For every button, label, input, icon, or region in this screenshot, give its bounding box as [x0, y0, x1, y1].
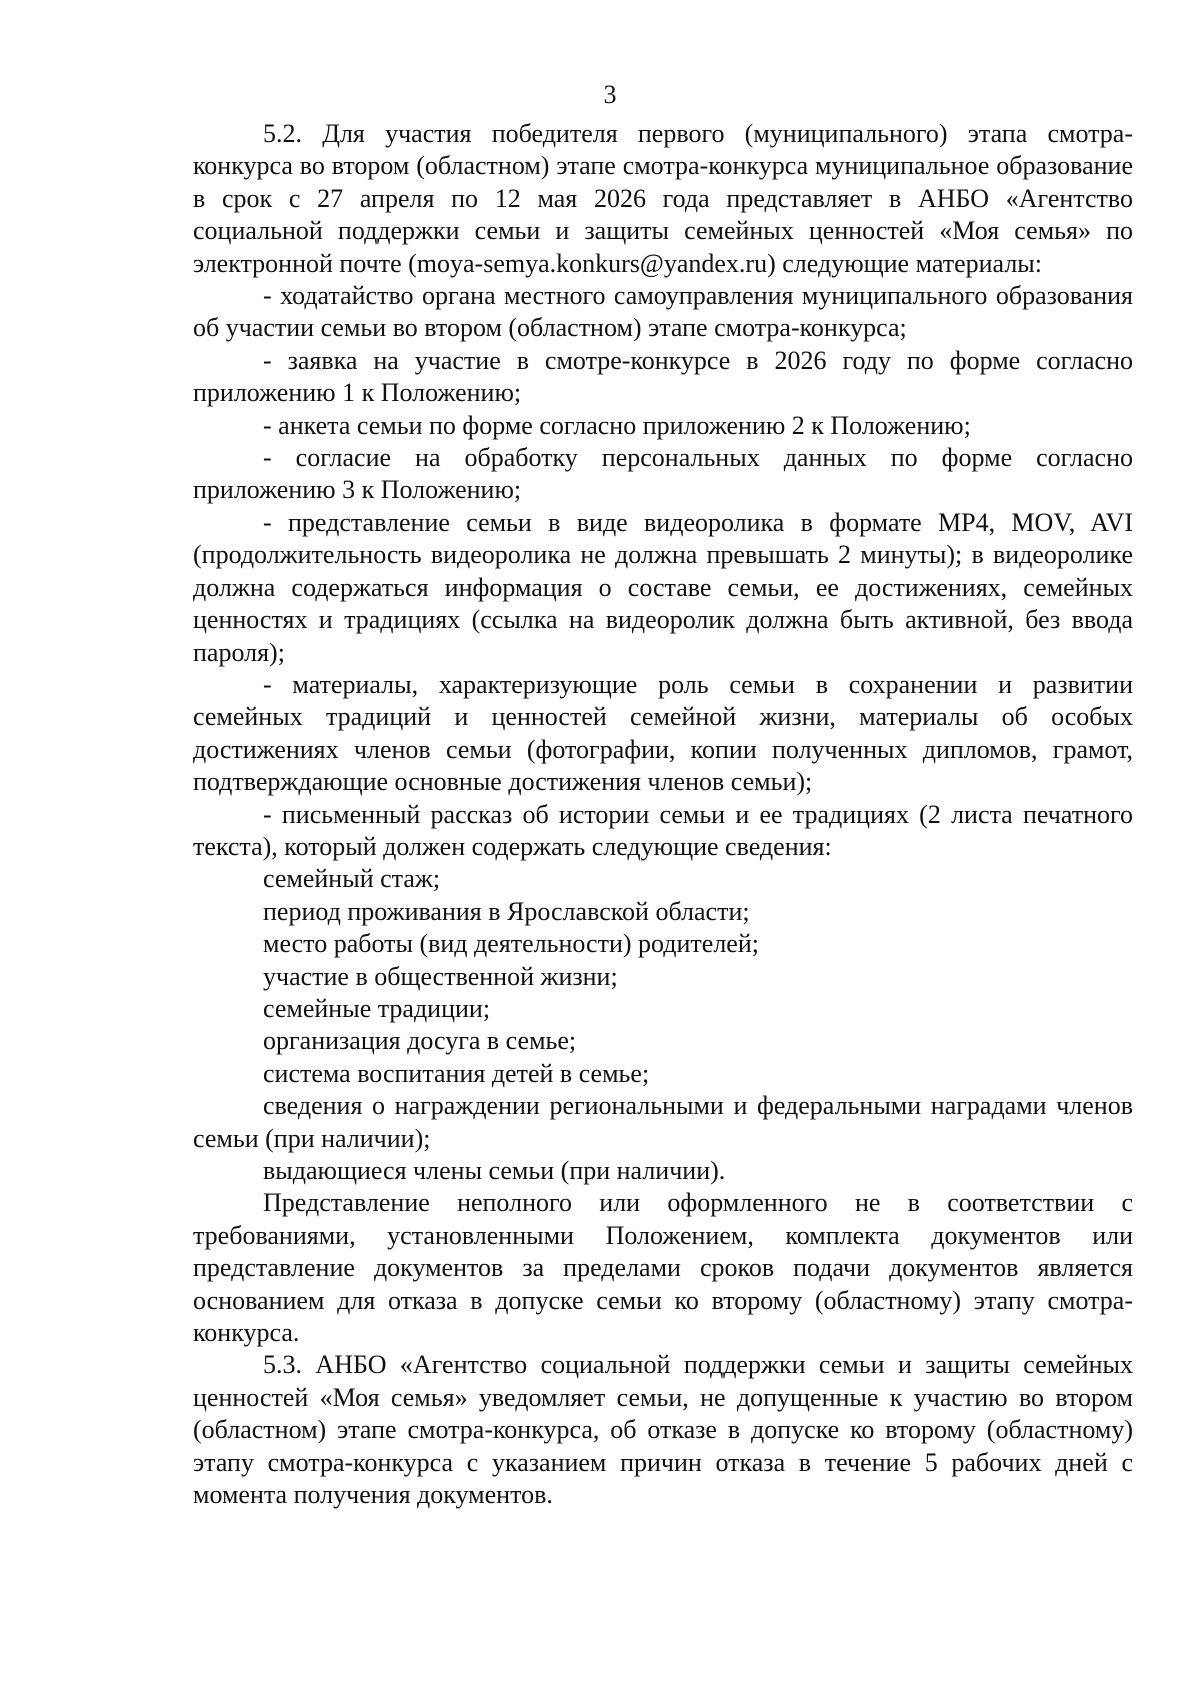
story-detail-upbringing: система воспитания детей в семье;	[263, 1058, 650, 1088]
list-item-family-questionnaire: - анкета семьи по форме согласно приложению 2 к Положению;	[263, 410, 971, 440]
story-detail-public-life: участие в общественной жизни;	[263, 961, 618, 991]
story-detail-parents-work: место работы (вид деятельности) родителей;	[263, 929, 759, 959]
rejection-note: Представление неполного или оформленного не в соответствии с требованиями, установленными Положением, комплекта документов или представление документов за пределами сроков подачи документов является основанием для отказа в допуске семьи ко второму (областному) этапу смотра-конкурса.	[193, 1188, 1133, 1348]
list-item-video-presentation: - представление семьи в виде видеоролика в формате MP4, MOV, AVI (продолжительность видеоролика не должна превышать 2 минуты); в видеоролике должна содержаться информация о составе семьи, ее достижениях, семейных ценностях и традициях (ссылка на видеоролик должна быть активной, без ввода пароля);	[193, 507, 1133, 667]
section-5-2-intro: 5.2. Для участия победителя первого (муниципального) этапа смотра-конкурса во втором (областном) этапе смотра-конкурса муниципальное образование в срок с 27 апреля по 12 мая 2026 года представляет в АНБО «Агентство социальной поддержки семьи и защиты семейных ценностей «Моя семья» по электронной почте (moya-semya.konkurs@yandex.ru) следующие материалы:	[193, 119, 1133, 278]
story-detail-family-tenure: семейный стаж;	[263, 864, 441, 894]
list-item-family-materials: - материалы, характеризующие роль семьи в сохранении и развитии семейных традиций и ценностей семейной жизни, материалы об особых достижениях членов семьи (фотографии, копии полученных дипломов, грамот, подтверждающие основные достижения членов семьи);	[193, 669, 1133, 797]
story-detail-family-traditions: семейные традиции;	[263, 993, 491, 1023]
document-body	[193, 118, 1133, 1511]
story-detail-leisure: организация досуга в семье;	[263, 1026, 577, 1056]
list-item-petition: - ходатайство органа местного самоуправления муниципального образования об участии семьи во втором (областном) этапе смотра-конкурса;	[193, 281, 1133, 343]
story-detail-notable-members: выдающиеся члены семьи (при наличии).	[263, 1156, 726, 1185]
story-detail-residence-period: период проживания в Ярославской области;	[263, 896, 750, 926]
list-item-personal-data-consent: - согласие на обработку персональных данных по форме согласно приложению 3 к Положению;	[193, 443, 1133, 505]
section-5-3-text: 5.3. АНБО «Агентство социальной поддержки семьи и защиты семейных ценностей «Моя семья» уведомляет семьи, не допущенные к участию во втором (областном) этапе смотра-конкурса, об отказе в допуске ко второму (областному) этапу смотра-конкурса с указанием причин отказа в течение 5 рабочих дней с момента получения документов.	[193, 1350, 1133, 1510]
story-detail-awards: сведения о награждении региональными и федеральными наградами членов семьи (при наличии);	[193, 1091, 1133, 1153]
page-number: 3	[603, 80, 617, 109]
list-item-application: - заявка на участие в смотре-конкурсе в 2026 году по форме согласно приложению 1 к Положению;	[193, 345, 1133, 408]
list-item-written-story: - письменный рассказ об истории семьи и ее традициях (2 листа печатного текста), который должен содержать следующие сведения:	[193, 799, 1133, 861]
